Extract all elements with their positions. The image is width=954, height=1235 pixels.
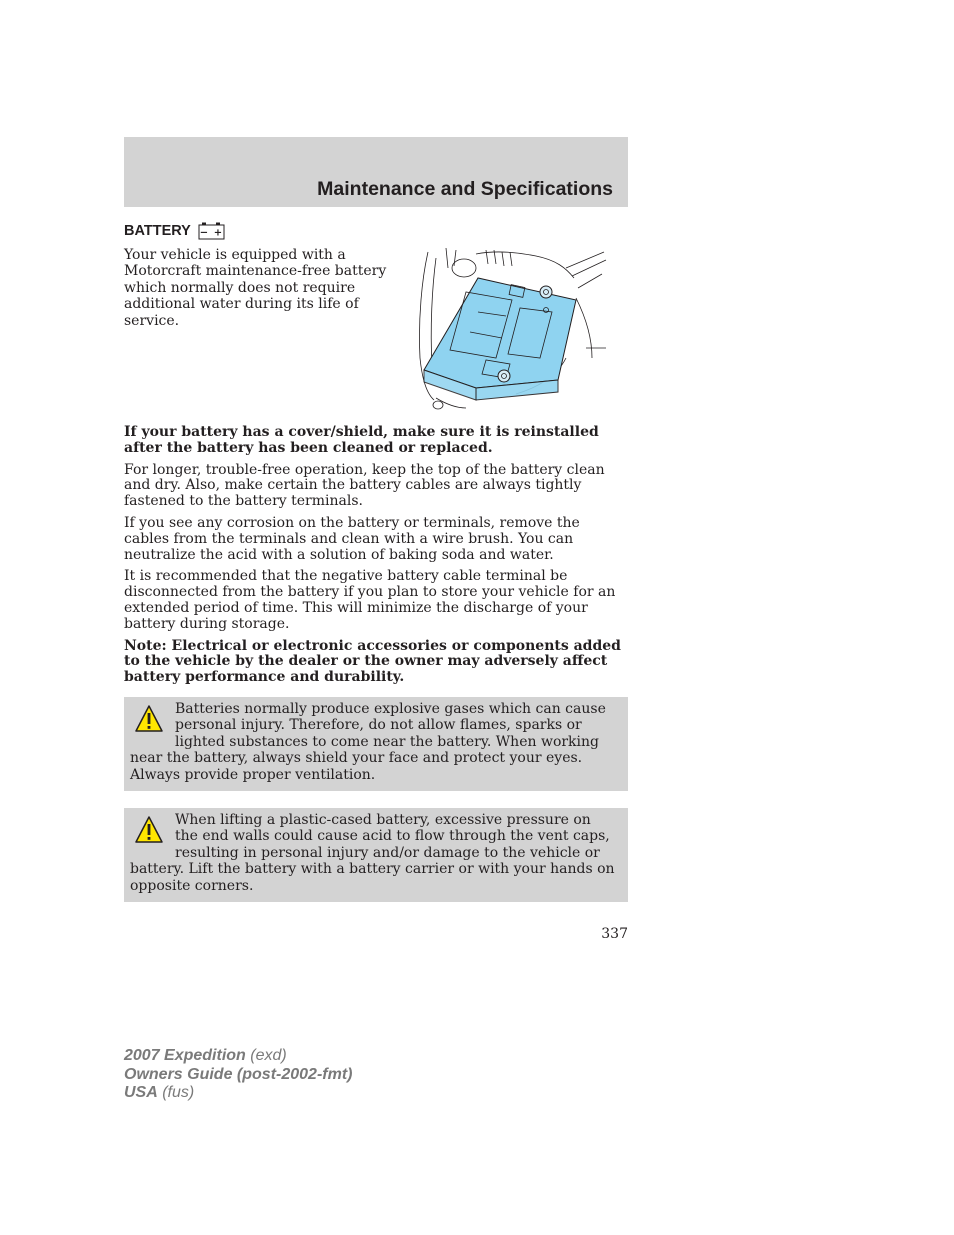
warning-box-explosive-gases [124, 697, 628, 791]
storage-paragraph: It is recommended that the negative battery cable terminal be disconnected from the battery if you plan to store your vehicle for an extended period of time. This will minimize the discharge of your battery during storage. [124, 568, 616, 632]
section-heading [124, 221, 225, 240]
footer-line-model: 2007 Expedition (exd) [124, 1047, 287, 1064]
battery-illustration [416, 248, 608, 412]
trouble-free-paragraph: For longer, trouble-free operation, keep the top of the battery clean and dry. Also, make certain the battery cables are always tightly fastened to the battery terminals. [124, 461, 605, 510]
footer-line-market: USA (fus) [124, 1084, 195, 1101]
warning-text: Batteries normally produce explosive gases which can cause personal injury. Therefore, do not allow flames, sparks or lighted substances to come near the battery. When working near the battery, always shield your face and protect your eyes. Always provide proper ventilation. [130, 701, 606, 783]
cover-shield-note: If your battery has a cover/shield, make sure it is reinstalled after the battery has been cleaned or replaced. [124, 424, 599, 456]
battery-terminal-positive [540, 286, 552, 298]
section-heading-text: BATTERY [124, 222, 191, 239]
warning-box-lifting-battery [124, 808, 628, 902]
battery-terminal-negative [498, 370, 510, 382]
page-number: 337 [601, 926, 628, 942]
battery-icon [197, 221, 225, 240]
header-band [124, 137, 628, 207]
warning-triangle-icon [134, 704, 164, 734]
battery-icon-plus: + [213, 227, 223, 239]
warning-triangle-icon [134, 815, 164, 845]
intro-paragraph: Your vehicle is equipped with a Motorcraft maintenance-free battery which normally does not require additional water during its life of service. [124, 247, 387, 329]
battery-icon-minus: − [199, 227, 209, 239]
warning-text: When lifting a plastic-cased battery, excessive pressure on the end walls could cause acid to flow through the vent caps, resulting in personal injury and/or damage to the vehicle or battery. Lift the battery with a battery carrier or with your hands on opposite corners. [130, 812, 615, 894]
accessories-note: Note: Electrical or electronic accessories or components added to the vehicle by the dealer or the owner may adversely affect battery performance and durability. [124, 637, 621, 686]
body-text [124, 425, 628, 692]
battery-body [424, 278, 576, 400]
page-title: Maintenance and Specifications [317, 178, 613, 200]
footer-line-guide: Owners Guide (post-2002-fmt) [124, 1065, 353, 1083]
document-footer [124, 1047, 352, 1103]
corrosion-paragraph: If you see any corrosion on the battery or terminals, remove the cables from the terminals and clean with a wire brush. You can neutralize the acid with a solution of baking soda and water. [124, 514, 580, 563]
